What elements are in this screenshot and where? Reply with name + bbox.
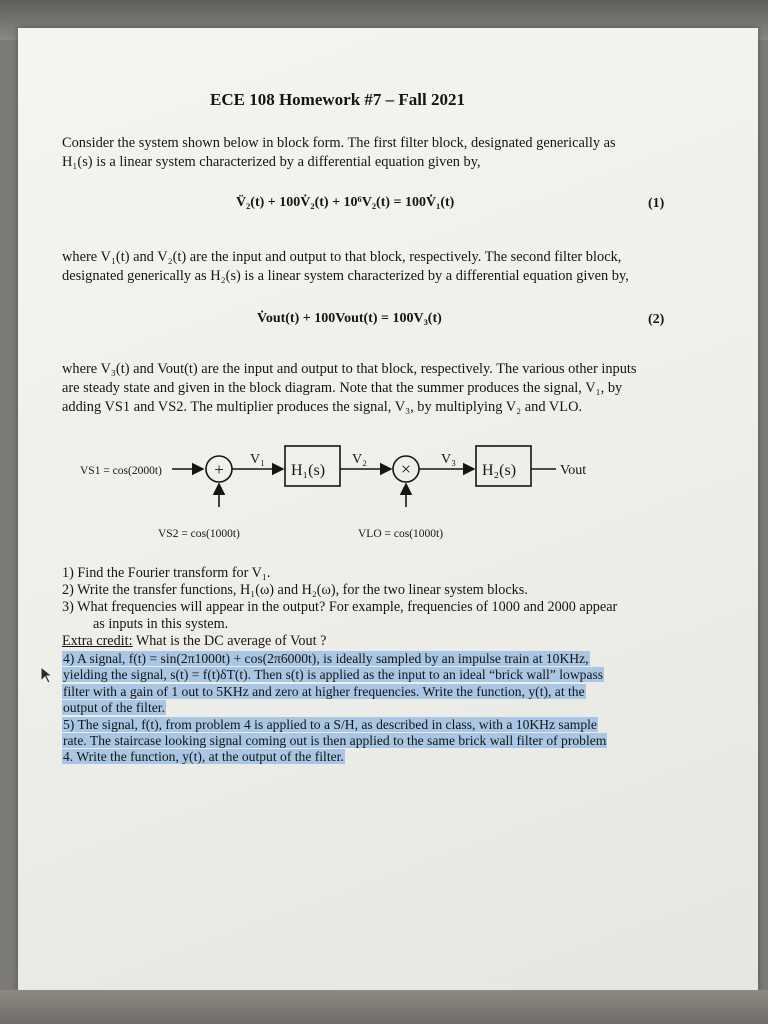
problem-5-line-3: 4. Write the function, y(t), at the output of the filter. [63, 749, 344, 765]
extra-credit [62, 633, 326, 650]
summer-symbol: + [214, 460, 224, 479]
v1-label: V₁ [250, 452, 265, 467]
problem-4-line-1: 4) A signal, f(t) = sin(2π1000t) + cos(2π6000t), is ideally sampled by an impulse train at 10KHz, [63, 651, 589, 666]
after-line-1: where V₃(t) and Vout(t) are the input and output to that block, respectively. The various other inputs [62, 361, 637, 377]
problem-5-line-1: 5) The signal, f(t), from problem 4 is applied to a S/H, as described in class, with a 10KHz sample [63, 716, 597, 732]
intro-line-1: Consider the system shown below in block form. The first filter block, designated generically as [62, 135, 616, 151]
desk-background-bottom [0, 990, 768, 1024]
equation-1: V̈₂(t) + 100V̇₂(t) + 10⁶V₂(t) = 100V̇₁(t) [236, 195, 455, 210]
problem-4-line-2: yielding the signal, s(t) = f(t)δT(t). Then s(t) is applied as the input to an ideal “brick wall” lowpass [63, 667, 604, 683]
question-2: 2) Write the transfer functions, H₁(ω) and H₂(ω), for the two linear system blocks. [62, 582, 528, 598]
problem-4-line-4: output of the filter. [63, 700, 165, 716]
selected-problems[interactable] [62, 651, 672, 766]
vs1-label: VS1 = cos(2000t) [80, 465, 162, 477]
v2-label: V₂ [352, 452, 367, 467]
problem-5-line-2: rate. The staircase looking signal coming out is then applied to the same brick wall filter of problem [63, 733, 607, 749]
question-3-line-2: as inputs in this system. [93, 616, 229, 632]
question-1: 1) Find the Fourier transform for V₁. [62, 565, 271, 581]
multiplier-symbol: × [400, 459, 412, 479]
middle-line-2: designated generically as H₂(s) is a linear system characterized by a differential equation given by, [62, 268, 629, 284]
equation-1-number: (1) [648, 196, 665, 211]
problem-4-line-3: filter with a gain of 1 out to 5KHz and zero at higher frequencies. Write the function, y(t), at the [63, 683, 585, 699]
h2-label: H₂(s) [482, 462, 517, 479]
question-3-line-1: 3) What frequencies will appear in the output? For example, frequencies of 1000 and 2000 appear [62, 599, 618, 615]
extra-credit-text: What is the DC average of Vout ? [135, 633, 327, 649]
h1-label: H₁(s) [291, 462, 326, 479]
v3-label: V₃ [441, 452, 456, 467]
middle-line-1: where V₁(t) and V₂(t) are the input and output to that block, respectively. The second filter block, [62, 249, 622, 265]
mouse-cursor-icon [40, 666, 54, 684]
extra-credit-label: Extra credit: [62, 633, 133, 649]
equation-2: V̇out(t) + 100Vout(t) = 100V₃(t) [257, 311, 442, 326]
equation-2-number: (2) [648, 312, 665, 327]
vout-label: Vout [560, 463, 587, 478]
intro-line-2: H₁(s) is a linear system characterized by a differential equation given by, [62, 154, 481, 170]
after-line-3: adding VS1 and VS2. The multiplier produces the signal, V₃, by multiplying V₂ and VLO. [62, 399, 583, 415]
after-line-2: are steady state and given in the block diagram. Note that the summer produces the signal, V₁, by [62, 380, 623, 396]
vlo-label: VLO = cos(1000t) [358, 528, 444, 540]
page-title: ECE 108 Homework #7 – Fall 2021 [210, 90, 465, 109]
vs2-label: VS2 = cos(1000t) [158, 528, 240, 540]
